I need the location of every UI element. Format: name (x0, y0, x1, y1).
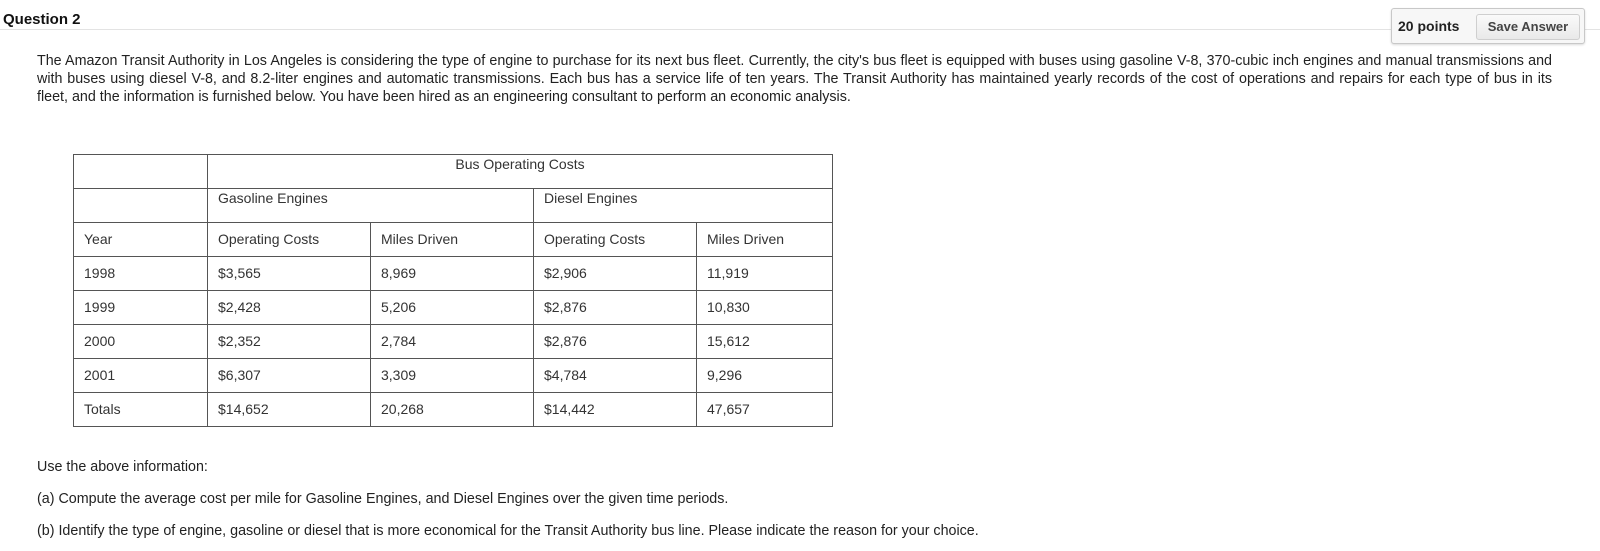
table-cell: 11,919 (697, 257, 833, 291)
question-title: Question 2 (3, 11, 81, 28)
table-cell: 8,969 (371, 257, 534, 291)
table-row (74, 325, 833, 359)
table-row (74, 291, 833, 325)
question-intro: The Amazon Transit Authority in Los Angeles is considering the type of engine to purchase for its next bus fleet. Currently, the city's bus fleet is equipped with buses using gasoline V-8, 370-cubic inch engines and manual transmissions and with buses using diesel V-8, and 8.2-liter engines and automatic transmissions. Each bus has a service life of ten years. The Transit Authority has maintained yearly records of the cost of operations and repairs for each type of bus in its fleet, and the information is furnished below. You have been hired as an engineering consultant to perform an economic analysis. (37, 53, 1552, 105)
table-totals-row (74, 393, 833, 427)
table-cell: $4,784 (534, 359, 697, 393)
table-cell: 2000 (74, 325, 208, 359)
column-header: Year (74, 223, 208, 257)
table-cell: $3,565 (208, 257, 371, 291)
table-group-blank (74, 189, 208, 223)
table-row (74, 257, 833, 291)
table-title: Bus Operating Costs (208, 155, 833, 189)
instructions-lead: Use the above information: (37, 459, 208, 475)
table-cell: 1999 (74, 291, 208, 325)
table-cell: 1998 (74, 257, 208, 291)
table-row (74, 359, 833, 393)
table-cell: $14,652 (208, 393, 371, 427)
table-title-row (74, 155, 833, 189)
column-header: Miles Driven (371, 223, 534, 257)
instructions-part-b: (b) Identify the type of engine, gasoline or diesel that is more economical for the Transit Authority bus line. Please indicate the reason for your choice. (37, 523, 979, 539)
table-cell: $2,906 (534, 257, 697, 291)
table-cell: $14,442 (534, 393, 697, 427)
table-cell: $2,428 (208, 291, 371, 325)
table-cell: 15,612 (697, 325, 833, 359)
table-group-row (74, 189, 833, 223)
gasoline-header: Gasoline Engines (208, 189, 534, 223)
question-header (0, 0, 1600, 34)
column-header: Operating Costs (534, 223, 697, 257)
table-cell: $2,876 (534, 325, 697, 359)
table-cell: Totals (74, 393, 208, 427)
column-header: Operating Costs (208, 223, 371, 257)
table-cell: $2,876 (534, 291, 697, 325)
diesel-header: Diesel Engines (534, 189, 833, 223)
table-header-row (74, 223, 833, 257)
column-header: Miles Driven (697, 223, 833, 257)
table-cell: 9,296 (697, 359, 833, 393)
points-panel (1391, 8, 1585, 44)
table-corner-cell (74, 155, 208, 189)
points-label: 20 points (1398, 18, 1460, 34)
table-cell: 47,657 (697, 393, 833, 427)
save-answer-button[interactable]: Save Answer (1476, 14, 1580, 40)
table-cell: 5,206 (371, 291, 534, 325)
table-cell: 10,830 (697, 291, 833, 325)
instructions-part-a: (a) Compute the average cost per mile for Gasoline Engines, and Diesel Engines over the given time periods. (37, 491, 729, 507)
table-cell: $2,352 (208, 325, 371, 359)
bus-operating-costs-table (73, 154, 833, 427)
table-cell: 3,309 (371, 359, 534, 393)
table-cell: $6,307 (208, 359, 371, 393)
table-cell: 2001 (74, 359, 208, 393)
table-cell: 20,268 (371, 393, 534, 427)
table-cell: 2,784 (371, 325, 534, 359)
